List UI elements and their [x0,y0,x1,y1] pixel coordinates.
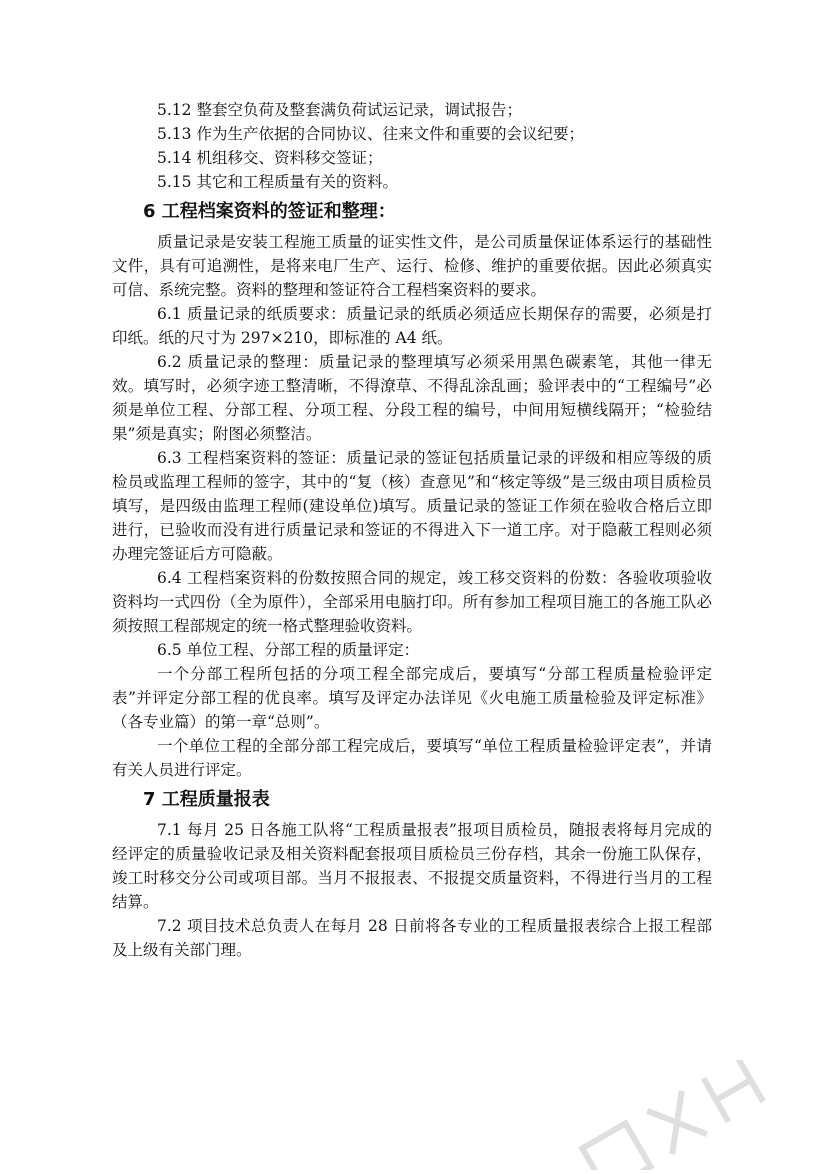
section-6-heading: 6 工程档案资料的签证和整理： [143,201,396,222]
paragraph-6-2: 6.2 质量记录的整理：质量记录的整理填写必须采用黑色碳素笔，其他一律无效。填写时，必须字迹工整清晰，不得潦草、不得乱涂乱画；验评表中的“工程编号”必须是单位工程、分部工程、分项工程、分段工程的编号，中间用短横线隔开；“检验结果”须是真实；附图必须整洁。 [112,353,712,443]
list-item-5-15: 5.15 其它和工程质量有关的资料。 [157,173,398,191]
list-item-5-13: 5.13 作为生产依据的合同协议、往来文件和重要的会议纪要； [157,125,584,143]
section-6-intro-paragraph: 质量记录是安装工程施工质量的证实性文件，是公司质量保证体系运行的基础性文件，具有可追溯性，是将来电厂生产、运行、检修、维护的重要依据。因此必须真实可信、系统完整。资料的整理和签证符合工程档案资料的要求。 [112,233,712,299]
paragraph-7-1: 7.1 每月 25 日各施工队将“工程质量报表”报项目质检员，随报表将每月完成的经评定的质量验收记录及相关资料配套报项目质检员三份存档，其余一份施工队保存，竣工时移交分公司或项目部。当月不报报表、不报提交质量资料，不得进行当月的工程结算。 [112,821,712,911]
paragraph-6-5-subdivision: 一个分部工程所包括的分项工程全部完成后，要填写“分部工程质量检验评定表”并评定分部工程的优良率。填写及评定办法详见《火电施工质量检验及评定标准》（各专业篇）的第一章“总则”。 [112,665,712,731]
paragraph-6-3: 6.3 工程档案资料的签证：质量记录的签证包括质量记录的评级和相应等级的质检员或监理工程师的签字，其中的“复（核）查意见”和“核定等级”是三级由项目质检员填写，是四级由监理工程师(建设单位)填写。质量记录的签证工作须在验收合格后立即进行，已验收而没有进行质量记录和签证的不得进入下一道工序。对于隐蔽工程则必须办理完签证后方可隐蔽。 [112,449,712,563]
paragraph-7-2: 7.2 项目技术总负责人在每月 28 日前将各专业的工程质量报表综合上报工程部及上级有关部门理。 [112,917,712,959]
paragraph-6-4: 6.4 工程档案资料的份数按照合同的规定，竣工移交资料的份数：各验收项验收资料均一式四份（全为原件），全部采用电脑打印。所有参加工程项目施工的各施工队必须按照工程部规定的统一格式整理验收资料。 [112,569,712,635]
document-content [112,98,712,962]
watermark-graphic [560,1060,820,1170]
list-item-5-12: 5.12 整套空负荷及整套满负荷试运记录，调试报告； [157,101,522,119]
section-7-heading: 7 工程质量报表 [143,789,270,810]
paragraph-6-5-unit: 一个单位工程的全部分部工程完成后，要填写“单位工程质量检验评定表”，并请有关人员进行评定。 [112,737,712,779]
paragraph-6-5: 6.5 单位工程、分部工程的质量评定： [157,641,420,659]
list-item-5-14: 5.14 机组移交、资料移交签证； [157,149,383,167]
paragraph-6-1: 6.1 质量记录的纸质要求：质量记录的纸质必须适应长期保存的需要，必须是打印纸。纸的尺寸为 297×210，即标准的 A4 纸。 [112,305,712,347]
